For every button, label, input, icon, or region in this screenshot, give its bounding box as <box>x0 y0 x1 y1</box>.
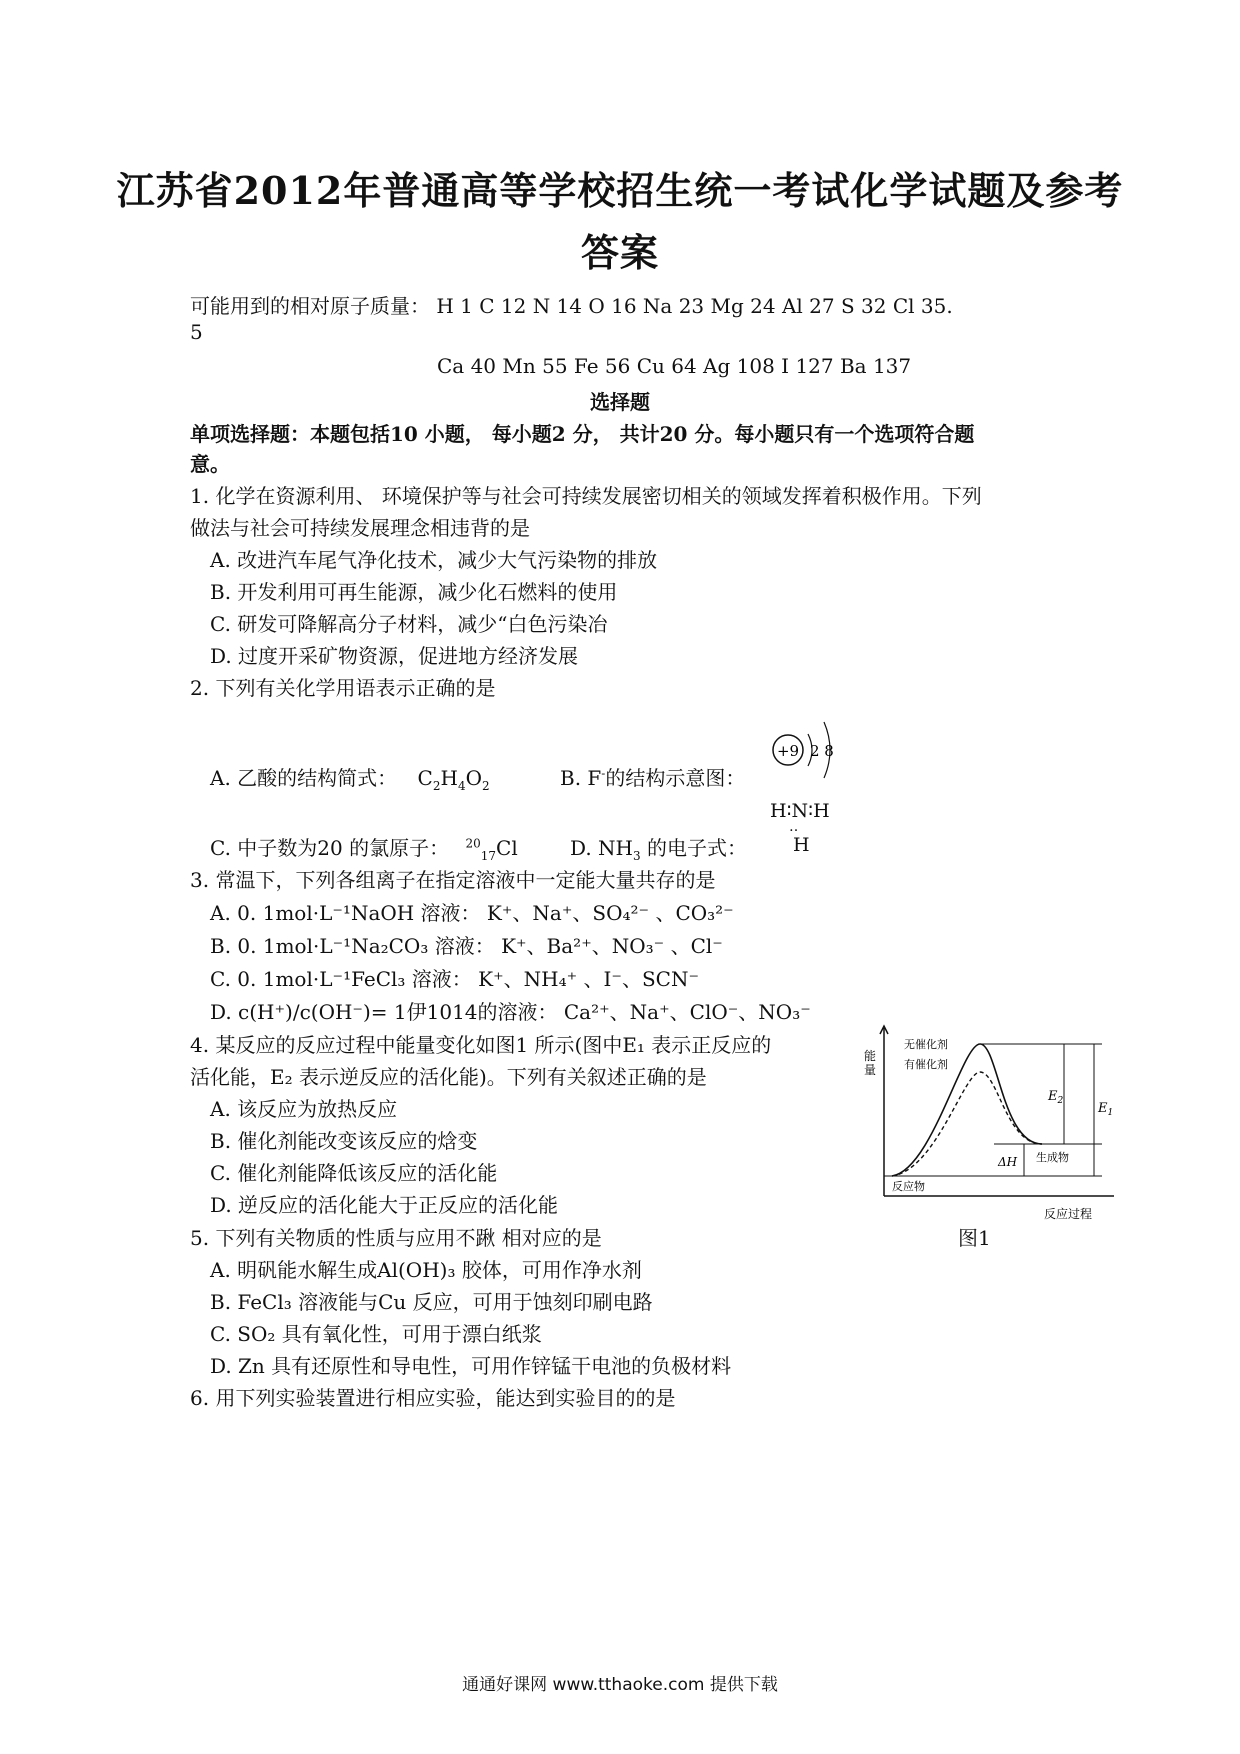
q1-option-d: D. 过度开采矿物资源，促进地方经济发展 <box>210 644 579 668</box>
figure-1-caption: 图1 <box>958 1226 991 1250</box>
nucleus-charge: +9 <box>776 742 800 760</box>
e2-label <box>1047 1089 1064 1106</box>
q2-option-a <box>210 762 490 793</box>
q4-option-d: D. 逆反应的活化能大于正反应的活化能 <box>210 1193 559 1217</box>
q5-option-d: D. Zn 具有还原性和导电性，可用作锌锰干电池的负极材料 <box>210 1354 732 1378</box>
q1-option-a: A. 改进汽车尾气净化技术，减少大气污染物的排放 <box>210 548 658 572</box>
section-heading: 选择题 <box>590 390 650 414</box>
q3-option-a: A. 0. 1mol·L⁻¹NaOH 溶液： K⁺、Na⁺、SO₄²⁻ 、CO₃²⁻ <box>210 901 734 925</box>
e1-subscript: 1 <box>1107 1108 1114 1118</box>
atomic-mass-line1b: 5 <box>190 320 203 344</box>
e1-label-letter: E <box>1098 1101 1108 1116</box>
q3-option-d: D. c(H⁺)/c(OH⁻)= 1伊1014的溶液： Ca²⁺、Na⁺、ClO⁻、NO₃⁻ <box>210 1000 811 1024</box>
q4-option-b: B. 催化剂能改变该反应的焓变 <box>210 1129 478 1153</box>
q5-option-a: A. 明矾能水解生成Al(OH)₃ 胶体，可用作净水剂 <box>210 1258 642 1282</box>
q3-option-b: B. 0. 1mol·L⁻¹Na₂CO₃ 溶液： K⁺、Ba²⁺、NO₃⁻ 、Cl⁻ <box>210 934 723 958</box>
atomic-mass-line1: 可能用到的相对原子质量： H 1 C 12 N 14 O 16 Na 23 Mg 24 Al 27 S 32 Cl 35. <box>190 294 953 318</box>
q4-stem-1: 4. 某反应的反应过程中能量变化如图1 所示(图中E₁ 表示正反应的 <box>190 1033 772 1057</box>
fluoride-ion-structure-diagram <box>760 712 850 792</box>
q2-stem: 2. 下列有关化学用语表示正确的是 <box>190 676 496 700</box>
q5-stem: 5. 下列有关物质的性质与应用不踿 相对应的是 <box>190 1226 602 1250</box>
e2-subscript: 2 <box>1057 1096 1064 1106</box>
q2-option-c-label: C. 中子数为20 的氯原子： <box>210 836 450 860</box>
page-title-line2: 答案 <box>580 230 659 275</box>
q1-option-b: B. 开发利用可再生能源，减少化石燃料的使用 <box>210 580 618 604</box>
page-footer: 通通好课网 www.tthaoke.com 提供下载 <box>462 1675 778 1695</box>
page-title-line1: 江苏省2012年普通高等学校招生统一考试化学试题及参考 <box>116 168 1124 213</box>
atomic-mass-line2: Ca 40 Mn 55 Fe 56 Cu 64 Ag 108 I 127 Ba 137 <box>437 354 912 378</box>
q2-option-d-label-2: 的电子式： <box>640 836 747 860</box>
q1-stem-1: 1. 化学在资源利用、 环境保护等与社会可持续发展密切相关的领域发挥着积极作用。下列 <box>190 484 982 508</box>
delta-h-label: ΔH <box>998 1155 1018 1169</box>
reactant-label: 反应物 <box>892 1180 925 1193</box>
legend-uncatalyzed: 无催化剂 <box>904 1038 948 1051</box>
q5-option-c: C. SO₂ 具有氧化性，可用于漂白纸浆 <box>210 1322 542 1346</box>
e1-label <box>1097 1101 1113 1118</box>
section-instruction-2: 意。 <box>190 452 230 476</box>
lone-pair-dots: ‥ <box>789 819 799 835</box>
q4-stem-2: 活化能，E₂ 表示逆反应的活化能)。下列有关叙述正确的是 <box>190 1065 707 1089</box>
q2-option-c <box>210 832 518 863</box>
q1-option-c: C. 研发可降解高分子材料，减少“白色污染冶 <box>210 612 608 636</box>
q2-option-b-label-2: 的结构示意图： <box>605 766 746 790</box>
q2-option-a-label: A. 乙酸的结构简式： <box>210 766 398 790</box>
electron-shell-counts: 2 8 <box>810 742 834 760</box>
product-label: 生成物 <box>1036 1151 1069 1164</box>
q2-option-d-label: D. NH <box>570 836 633 860</box>
y-axis-label-char-2: 量 <box>864 1063 877 1077</box>
q4-option-a: A. 该反应为放热反应 <box>210 1097 398 1121</box>
nh3-electron-formula-row1: H∶N∶H <box>770 800 830 822</box>
acetic-acid-formula: $C_2H_4O_2$ <box>417 766 490 793</box>
q3-stem: 3. 常温下，下列各组离子在指定溶液中一定能大量共存的是 <box>190 868 716 892</box>
legend-catalyzed: 有催化剂 <box>904 1058 948 1071</box>
energy-profile-diagram <box>852 1020 1132 1220</box>
x-axis-label: 反应过程 <box>1044 1207 1093 1220</box>
q6-stem: 6. 用下列实验装置进行相应实验，能达到实验目的的是 <box>190 1386 676 1410</box>
y-axis-label-char-1: 能 <box>864 1049 877 1063</box>
q2-option-d: D. $NH_3$ 的电子式： <box>570 836 747 863</box>
e2-label-letter: E <box>1048 1089 1058 1104</box>
nh3-electron-formula-row2: H <box>793 834 810 856</box>
chlorine-isotope: $^{20}_{17}$Cl <box>465 836 518 863</box>
q3-option-c: C. 0. 1mol·L⁻¹FeCl₃ 溶液： K⁺、NH₄⁺ 、I⁻、SCN⁻ <box>210 967 700 991</box>
q2-option-b: B. F-的结构示意图： <box>560 766 746 790</box>
q5-option-b: B. FeCl₃ 溶液能与Cu 反应，可用于蚀刻印刷电路 <box>210 1290 653 1314</box>
section-instruction-1: 单项选择题：本题包括10 小题， 每小题2 分， 共计20 分。每小题只有一个选项符合题 <box>190 422 975 446</box>
y-axis-label <box>864 1048 880 1077</box>
q4-option-c: C. 催化剂能降低该反应的活化能 <box>210 1161 498 1185</box>
q1-stem-2: 做法与社会可持续发展理念相违背的是 <box>190 516 530 540</box>
q2-option-b-label: B. F <box>560 766 602 790</box>
